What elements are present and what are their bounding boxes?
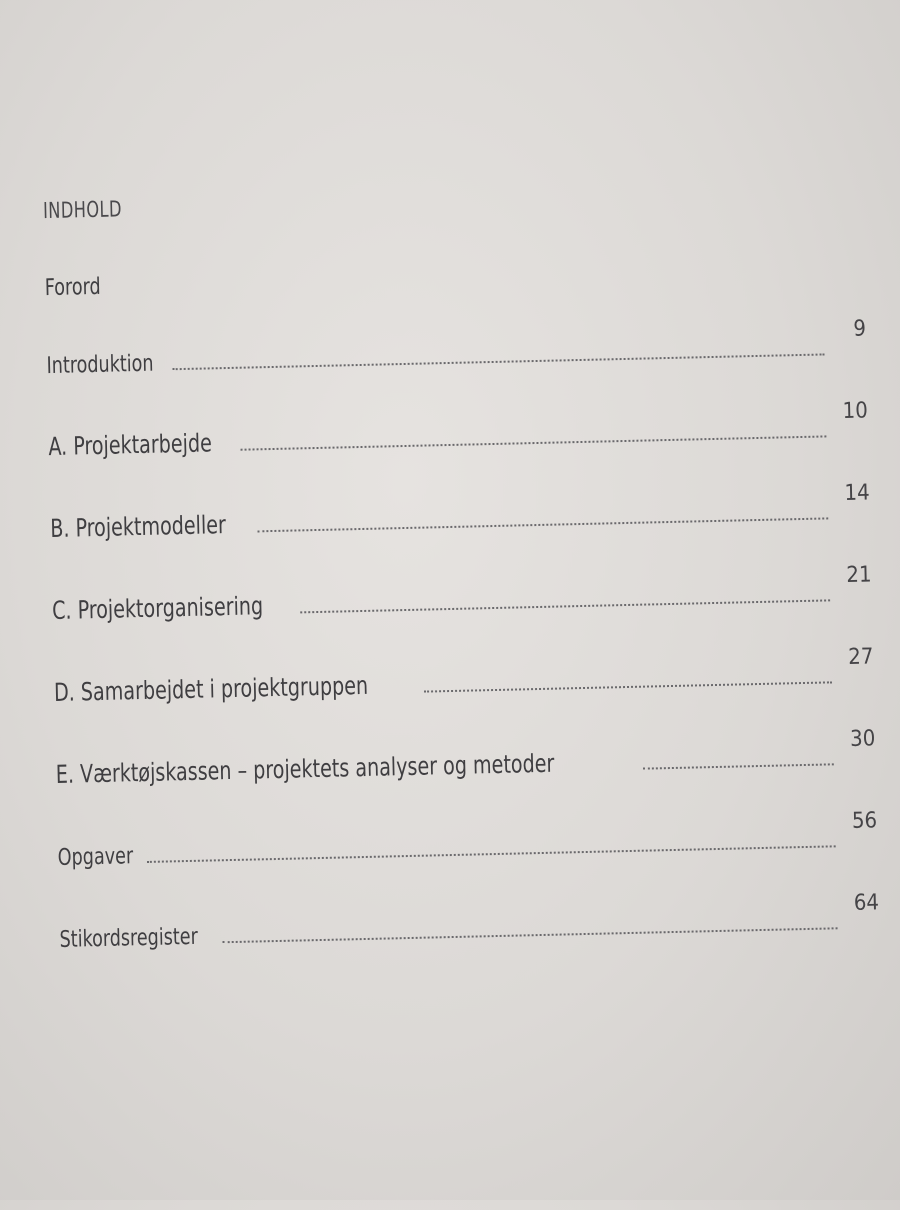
toc-entry-label: B. Projektmodeller: [49, 510, 227, 544]
toc-entry-label: E. Værktøjskassen – projektets analyser og metoder: [55, 748, 555, 789]
dotted-leader: [642, 762, 833, 769]
toc-entry-page-number: 30: [849, 726, 876, 752]
toc-entry-forord: [44, 249, 865, 302]
dotted-leader: [424, 680, 832, 692]
toc-entry-label: Opgaver: [57, 843, 134, 871]
toc-heading: INDHOLD: [42, 197, 123, 225]
toc-entry-page-number: 9: [853, 316, 867, 342]
toc-entry-label: D. Samarbejdet i projektgruppen: [53, 670, 369, 708]
toc-entry-samarbejdet: [53, 644, 875, 708]
toc-entry-page-number: 56: [851, 808, 878, 834]
toc-entry-page-number: 10: [842, 398, 869, 425]
dotted-leader: [147, 844, 836, 863]
toc-entry-introduktion: [46, 316, 867, 380]
toc-entry-vaerktoejskassen: [55, 726, 876, 789]
toc-entry-opgaver: [57, 808, 878, 871]
dotted-leader: [222, 926, 837, 943]
toc-entry-page-number: 14: [844, 480, 870, 507]
dotted-leader: [241, 434, 827, 450]
toc-entry-label: C. Projektorganisering: [51, 591, 264, 626]
toc-entry-projektarbejde: [48, 398, 869, 462]
toc-entry-label: A. Projektarbejde: [48, 428, 213, 462]
dotted-leader: [257, 516, 828, 532]
toc-entry-label: Stikordsregister: [59, 923, 199, 953]
dotted-leader: [300, 598, 830, 613]
toc-entry-stikordsregister: [59, 890, 880, 953]
toc-entry-projektmodeller: [49, 480, 871, 544]
toc-entry-projektorganisering: [51, 562, 873, 626]
toc-entry-page-number: 21: [846, 562, 872, 588]
toc-entry-page-number: 64: [853, 890, 880, 916]
toc-entry-label: Introduktion: [46, 350, 154, 380]
dotted-leader: [173, 352, 825, 370]
toc-entry-page-number: 27: [847, 644, 874, 670]
toc-entry-label: Forord: [44, 273, 101, 302]
